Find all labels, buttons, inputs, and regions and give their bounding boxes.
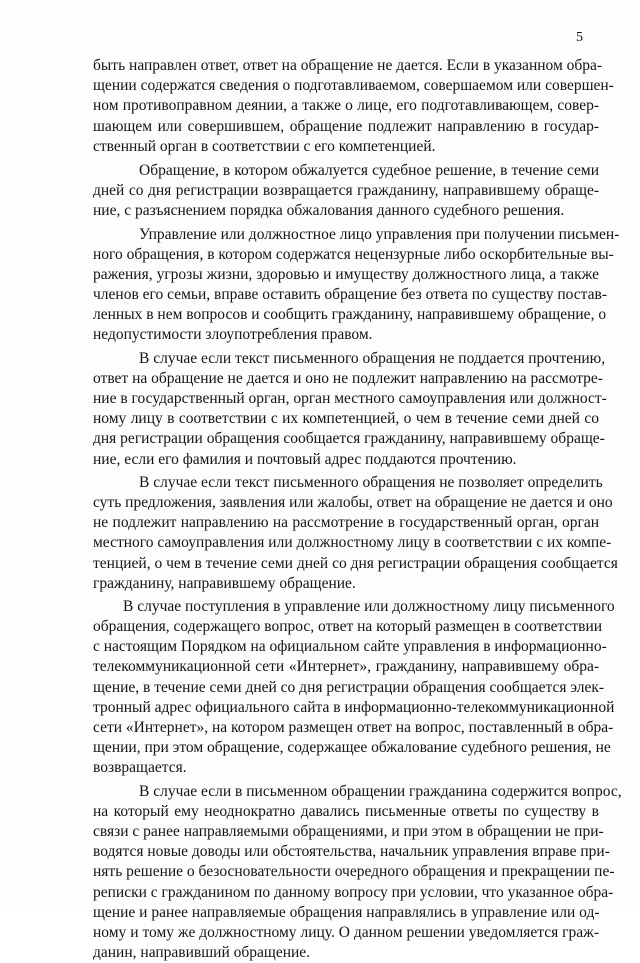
text-line: дня регистрации обращения сообщается гражданину, направившему обраще- [93, 430, 605, 448]
text-line: дней со дня регистрации возвращается гражданину, направившему обраще- [93, 182, 599, 200]
text-line: ному и тому же должностному лицу. О данном решении уведомляется граж- [93, 923, 599, 941]
text-line: реписки с гражданином по данному вопросу при условии, что указанное обра- [93, 883, 614, 901]
text-line: В случае если текст письменного обращения не поддается прочтению, [139, 349, 606, 367]
text-line: Обращение, в котором обжалуется судебное решение, в течение семи [139, 161, 599, 179]
text-line: телекоммуникационной сети «Интернет», гражданину, направившему обра- [93, 658, 599, 676]
text-line: щение, в течение семи дней со дня регистрации обращения сообщается элек- [93, 678, 605, 696]
document-body [93, 56, 622, 963]
text-line: сети «Интернет», на котором размещен ответ на вопрос, поставленный в обра- [93, 719, 614, 736]
text-line: Управление или должностное лицо управления при получении письмен- [139, 225, 620, 243]
text-line: щении, при этом обращение, содержащее обжалование судебного решения, не [93, 739, 611, 757]
text-line: суть предложения, заявления или жалобы, ответ на обращение не дается и оно [93, 493, 613, 511]
text-line: шающем или совершившем, обращение подлежит направлению в государ- [93, 117, 599, 135]
text-line: на который ему неоднократно давались письменные ответы по существу в [93, 802, 599, 820]
text-line: недопустимости злоупотребления правом. [93, 326, 373, 344]
text-line: водятся новые доводы или обстоятельства, начальник управления вправе при- [93, 843, 610, 861]
page-number: 5 [576, 30, 583, 45]
text-line: тронный адрес официального сайта в информационно-телекоммуникационной [93, 698, 615, 716]
text-line: В случае поступления в управление или должностному лицу письменного [123, 597, 615, 615]
text-line: данин, направивший обращение. [93, 944, 311, 962]
text-line: ражения, угрозы жизни, здоровью и имуществу должностного лица, а также [93, 265, 599, 283]
text-line: ние, если его фамилия и почтовый адрес поддаются прочтению. [93, 450, 517, 468]
text-line: с настоящим Порядком на официальном сайте управления в информационно- [93, 638, 607, 656]
text-line: ние, с разъяснением порядка обжалования данного судебного решения. [93, 202, 565, 220]
text-line: ленных в нем вопросов и сообщить гражданину, направившему обращение, о [93, 306, 607, 324]
text-line: щение и ранее направляемые обращения направлялись в управление или од- [93, 903, 600, 921]
text-line: местного самоуправления или должностному лицу в соответствии с их компе- [93, 534, 612, 552]
text-line: связи с ранее направляемыми обращениями, и при этом в обращении не при- [93, 822, 604, 840]
text-line: ответ на обращение не дается и оно не подлежит направлению на рассмотре- [93, 369, 603, 387]
text-line: ному лицу в соответствии с их компетенцией, о чем в течение семи дней со [93, 410, 599, 428]
text-line: быть направлен ответ, ответ на обращение не дается. Если в указанном обра- [93, 57, 603, 74]
text-line: не подлежит направлению на рассмотрение в государственный орган, орган [93, 514, 599, 532]
paragraph [93, 56, 614, 157]
text-line: возвращается. [93, 759, 187, 777]
text-line: В случае если в письменном обращении гражданина содержится вопрос, [139, 782, 622, 800]
text-line: ние в государственный орган, орган местного самоуправления или должност- [93, 390, 607, 407]
text-line: тенцией, о чем в течение семи дней со дня регистрации обращения сообщается [93, 554, 618, 572]
text-line: ном противоправном деянии, а также о лице, его подготавливающем, совер- [93, 97, 599, 115]
text-line: ного обращения, в котором содержатся нецензурные либо оскорбительные вы- [93, 245, 614, 263]
paragraph [93, 473, 618, 594]
text-line: обращения, содержащего вопрос, ответ на который размещен в соответствии [93, 618, 603, 636]
paragraph [93, 225, 620, 346]
text-line: членов его семьи, вправе оставить обращение без ответа по существу постав- [93, 286, 607, 304]
text-line: щении содержатся сведения о подготавливаемом, совершаемом или совершен- [93, 77, 614, 95]
paragraph [93, 597, 615, 779]
paragraph [93, 782, 622, 963]
paragraph [93, 161, 599, 222]
text-line: гражданину, направившему обращение. [93, 574, 356, 592]
text-line: нять решение о безосновательности очередного обращения и прекращении пе- [93, 863, 615, 881]
text-line: ственный орган в соответствии с его компетенцией. [93, 137, 436, 155]
text-line: В случае если текст письменного обращения не позволяет определить [139, 473, 603, 491]
paragraph [93, 349, 607, 470]
